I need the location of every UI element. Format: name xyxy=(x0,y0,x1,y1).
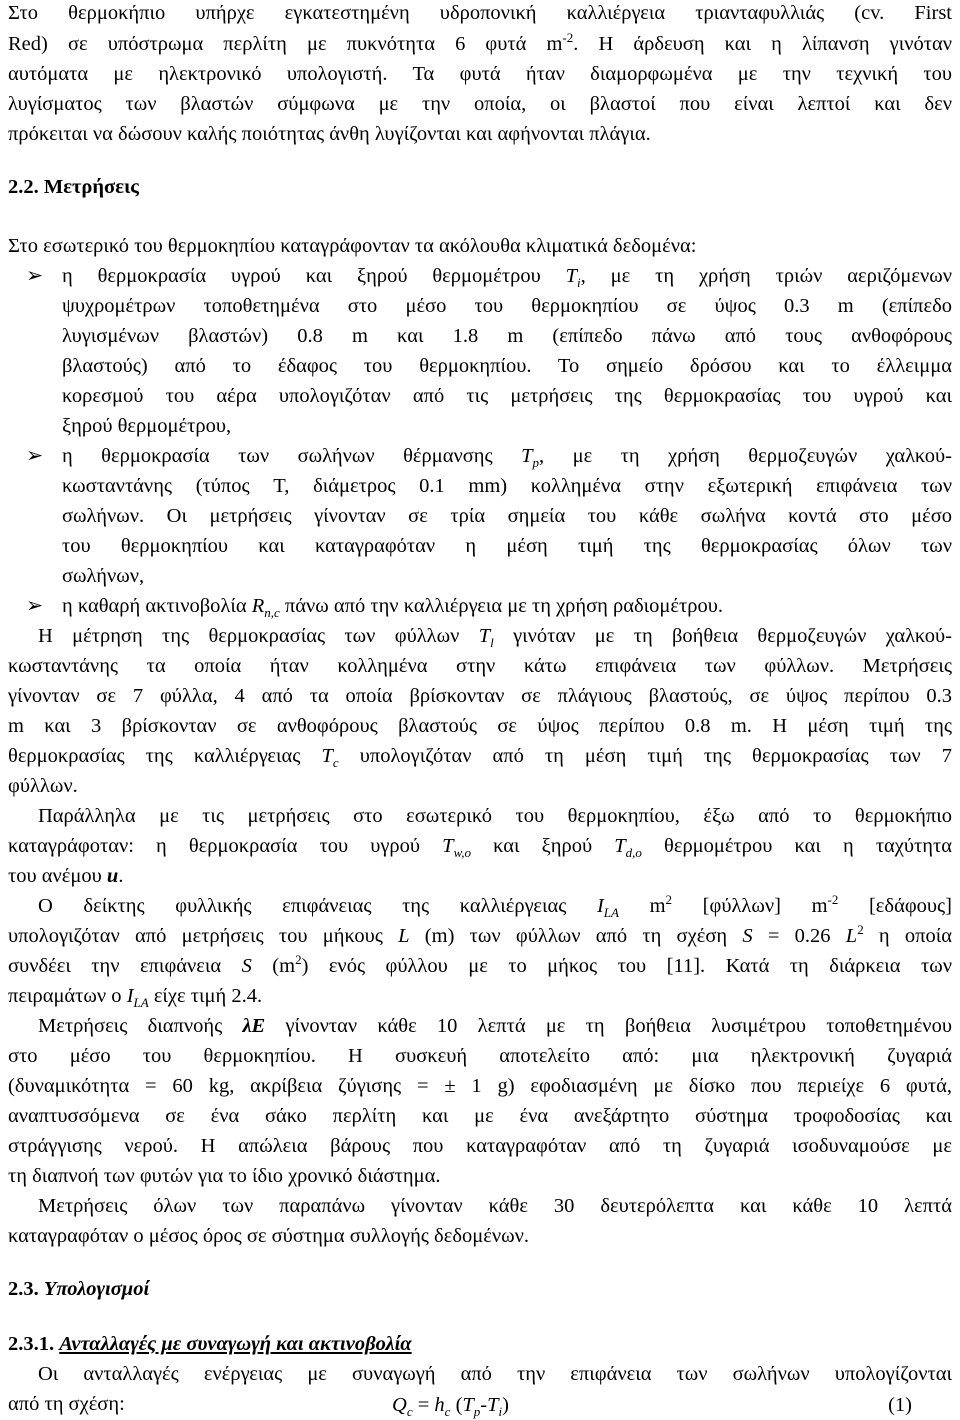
text-line: σωλήνων. Οι μετρήσεις γίνονταν σε τρία σημεία του κάθε σωλήνα κοντά στο μέσο xyxy=(62,505,952,527)
text-line: η καθαρή ακτινοβολία $R_{n,c}$ πάνω από την καλλιέργεια με τη χρήση ραδιομέτρου. xyxy=(62,595,724,621)
text-line: βλαστούς) από το έδαφος του θερμοκηπίου. Το σημείο δρόσου και το έλλειμμα xyxy=(62,355,952,377)
text-line: Οι ανταλλαγές ενέργειας με συναγωγή από την επιφάνεια των σωλήνων υπολογίζονται xyxy=(38,1363,952,1385)
text-line: Red) σε υπόστρωμα περλίτη με πυκνότητα 6 φυτά $m^{-2}$. Η άρδευση και η λίπανση γινόταν xyxy=(8,30,952,55)
text-line: κωσταντάνης (τύπος T, διάμετρος 0.1 mm) κολλημένα στην εξωτερική επιφάνεια των xyxy=(62,475,952,497)
text-line: Στο εσωτερικό του θερμοκηπίου καταγράφονταν τα ακόλουθα κλιματικά δεδομένα: xyxy=(8,235,697,257)
text-line: θερμοκρασίας της καλλιέργειας $T_c$ υπολογιζόταν από τη μέση τιμή της θερμοκρασίας των 7 xyxy=(8,745,953,771)
arrow-bullet-icon: ➢ xyxy=(26,595,44,617)
text-line: ψυχρομέτρων τοποθετημένα στο μέσο του θερμοκηπίου σε ύψος 0.3 m (επίπεδο xyxy=(62,295,952,317)
text-line: (δυναμικότητα = 60 kg, ακρίβεια ζύγισης = ± 1 g) εφοδιασμένη με δίσκο που περιείχε 6 φυτά, xyxy=(8,1075,952,1097)
text-line: ξηρού θερμομέτρου, xyxy=(62,415,232,437)
text-line: λυγίσματος των βλαστών σύμφωνα με την οποία, οι βλαστοί που είναι λεπτοί και δεν xyxy=(8,93,952,115)
equation-number: (1) xyxy=(888,1394,912,1416)
equation: $Q_c = h_c$ $(T_p-T_i)$ xyxy=(392,1394,509,1420)
text-line: πειραμάτων ο $I_{LA}$ είχε τιμή 2.4. xyxy=(8,985,263,1011)
text-line: η θερμοκρασία υγρού και ξηρού θερμομέτρου $T_i$, με τη χρήση τριών αεριζόμενων xyxy=(62,265,952,291)
text-line: του ανέμου u. xyxy=(8,865,124,887)
text-line: Παράλληλα με τις μετρήσεις στο εσωτερικό του θερμοκηπίου, έξω από το θερμοκήπιο xyxy=(38,805,952,827)
text-line: καταγράφοταν: η θερμοκρασία του υγρού $T_{w,o}$ και ξηρού $T_{d,o}$ θερμομέτρου και η ταχύτητα xyxy=(8,835,952,861)
text-line: φύλλων. xyxy=(8,775,78,797)
text-line: κωσταντάνης τα οποία ήταν κολλημένα στην κάτω επιφάνεια των φύλλων. Μετρήσεις xyxy=(8,655,952,677)
arrow-bullet-icon: ➢ xyxy=(26,265,44,287)
text-line: Μετρήσεις διαπνοής λE γίνονταν κάθε 10 λεπτά με τη βοήθεια λυσιμέτρου τοποθετημένου xyxy=(38,1015,952,1037)
text-line: Η μέτρηση της θερμοκρασίας των φύλλων $T_l$ γινόταν με τη βοήθεια θερμοζευγών χαλκού- xyxy=(38,625,952,651)
section-heading: 2.2. Μετρήσεις xyxy=(8,176,139,198)
text-line: γίνονταν σε 7 φύλλα, 4 από τα οποία βρίσκονταν σε πλάγιους βλαστούς, σε ύψος περίπου 0.3 xyxy=(8,685,952,707)
text-line: συνδέει την επιφάνεια S $(m^2)$ ενός φύλλου με το μήκος του [11]. Κατά τη διάρκεια των xyxy=(8,952,952,977)
text-line: m και 3 βρίσκονταν σε ανθοφόρους βλαστούς σε ύψος περίπου 0.8 m. Η μέση τιμή της xyxy=(8,715,952,737)
text-line: στο μέσο του θερμοκηπίου. Η συσκευή αποτελείτο από: μια ηλεκτρονική ζυγαριά xyxy=(8,1045,952,1067)
text-line: του θερμοκηπίου και καταγραφόταν η μέση τιμή της θερμοκρασίας όλων των xyxy=(62,535,952,557)
text-line: σωλήνων, xyxy=(62,565,145,587)
text-line: υπολογιζόταν από μετρήσεις του μήκους L (m) των φύλλων από τη σχέση S = 0.26 $L^2$ η οποία xyxy=(8,922,953,947)
arrow-bullet-icon: ➢ xyxy=(26,445,44,467)
text-line: Στο θερμοκήπιο υπήρχε εγκατεστημένη υδροπονική καλλιέργεια τριανταφυλλιάς (cv. First xyxy=(8,2,952,24)
text-line: αναπτυσσόμενα σε ένα σάκο περλίτη και με ένα ανεξάρτητο σύστημα τροφοδοσίας και xyxy=(8,1105,952,1127)
text-line: Μετρήσεις όλων των παραπάνω γίνονταν κάθε 30 δευτερόλεπτα και κάθε 10 λεπτά xyxy=(38,1195,952,1217)
text-line: στράγγισης νερού. Η απώλεια βάρους που καταγραφόταν από τη ζυγαριά ισοδυναμούσε με xyxy=(8,1135,952,1157)
text-line: αυτόματα με ηλεκτρονικό υπολογιστή. Τα φυτά ήταν διαμορφωμένα με την τεχνική του xyxy=(8,63,952,85)
text-line: από τη σχέση: xyxy=(8,1393,125,1415)
subsection-heading: 2.3.1. Ανταλλαγές με συναγωγή και ακτινοβολία xyxy=(8,1333,412,1355)
text-line: τη διαπνοή των φυτών για το ίδιο χρονικό διάστημα. xyxy=(8,1165,441,1187)
text-line: η θερμοκρασία των σωλήνων θέρμανσης $T_p$, με τη χρήση θερμοζευγών χαλκού- xyxy=(62,445,952,471)
text-line: πρόκειται να δώσουν καλής ποιότητας άνθη λυγίζονται και αφήνονται πλάγια. xyxy=(8,123,651,145)
text-line: κορεσμού του αέρα υπολογιζόταν από τις μετρήσεις της θερμοκρασίας του υγρού και xyxy=(62,385,952,407)
section-heading: 2.3. Υπολογισμοί xyxy=(8,1278,150,1300)
text-line: λυγισμένων βλαστών) 0.8 m και 1.8 m (επίπεδο πάνω από τους ανθοφόρους xyxy=(62,325,952,347)
text-line: καταγραφόταν ο μέσος όρος σε σύστημα συλλογής δεδομένων. xyxy=(8,1225,529,1247)
text-line: Ο δείκτης φυλλικής επιφάνειας της καλλιέργειας $I_{LA}$ $m^2$ [φύλλων] $m^{-2}$ [εδάφους] xyxy=(38,892,952,921)
